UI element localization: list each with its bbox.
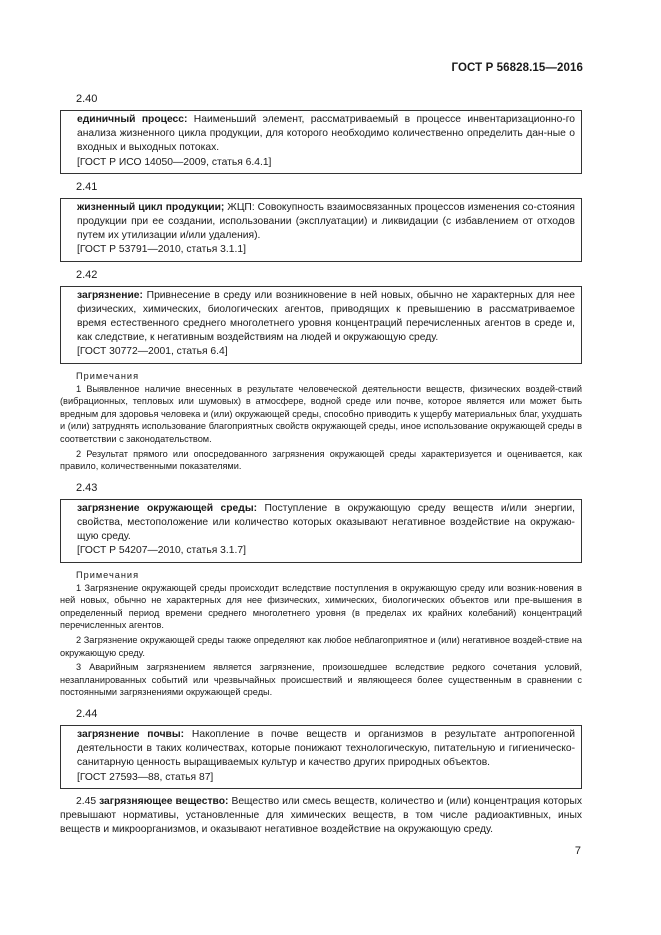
note: 2 Результат прямого или опосредованного загрязнения окружающей среды характеризуется и оценивается, как правило, количественными показателями. (60, 448, 582, 472)
term: загрязнение: (77, 289, 143, 301)
notes-title: Примечания (76, 370, 140, 381)
entry-number: 2.44 (76, 707, 98, 720)
source-ref: [ГОСТ Р 53791—2010, статья 3.1.1] (77, 244, 246, 256)
definition: Поступление в окружающую среду веществ и/или энергии, свойства, местоположение или количество которых оказывают негативное воздействие на окружаю-щую среду. (77, 502, 575, 543)
source-ref: [ГОСТ 27593—88, статья 87] (77, 771, 214, 783)
note: 3 Аварийным загрязнением является загрязнение, произошедшее вследствие редкого сочетания условий, незапланированных событий или чрезвычайных происшествий и являющееся более существенным в сравнении с постоянными загрязнениями окружающей среды. (60, 662, 582, 698)
entry-number: 2.41 (76, 180, 98, 193)
definition: Привнесение в среду или возникновение в ней новых, обычно не характерных для нее физических, химических, биологических агентов, приводящих к превышению в рассматриваемое время естественного среднего многолетнего уровня концентраций перечисленных агентов в среде и, как следствие, к негативным воздействиям на людей и окружающую среду. (77, 289, 575, 344)
source-ref: [ГОСТ 30772—2001, статья 6.4] (77, 346, 228, 358)
definition: Накопление в почве веществ и организмов в результате антропогенной деятельности в таких количествах, которые понижают технологическую, питательную и гигиеническо-санитарную ценность выращиваемых культур и качество других природных объектов. (77, 728, 575, 769)
source-ref: [ГОСТ Р ИСО 14050—2009, статья 6.4.1] (77, 156, 272, 168)
term: загрязнение почвы: (77, 728, 185, 740)
entry-number: 2.42 (76, 268, 98, 281)
definition-box (60, 725, 582, 789)
term: единичный процесс: (77, 114, 188, 125)
definition: Наименьший элемент, рассматриваемый в процессе инвентаризационно-го анализа жизненного цикла продукции, для которого необходимо количественно определить дан-ные о входных и выходных потоках. (77, 114, 575, 154)
definition-box (60, 198, 582, 262)
source-ref: [ГОСТ Р 54207—2010, статья 3.1.7] (77, 545, 246, 557)
term: загрязнение окружающей среды: (77, 502, 258, 514)
term: жизненный цикл продукции; (77, 201, 225, 213)
note: 2 Загрязнение окружающей среды также определяют как любое неблагоприятное и (или) негативное воздей-ствие на окружающую среду. (60, 634, 582, 658)
term: загрязняющее вещество: (99, 795, 229, 807)
entry-number: 2.40 (76, 93, 98, 105)
document-header: ГОСТ Р 56828.15—2016 (451, 62, 583, 74)
notes-title: Примечания (76, 569, 140, 580)
definition: ЖЦП: Совокупность взаимосвязанных процессов изменения со-стояния продукции при ее создании, использовании (эксплуатации) и ликвидации (с избавлением от отходов путем их утилизации и/или удаления). (77, 201, 575, 242)
definition-box (60, 499, 582, 563)
page-number: 7 (574, 845, 581, 857)
content (60, 92, 582, 837)
final-paragraph (60, 795, 582, 838)
definition-box (60, 286, 582, 364)
definition: Вещество или смесь веществ, количество и (или) концентрация которых превышают нормативы, установленные для химических веществ, в том числе радиоактивных, иных веществ и микроорганизмов, и оказывают негативное воздействие на окружающую среду. (60, 795, 582, 836)
entry-number: 2.45 (76, 795, 97, 807)
note: 1 Выявленное наличие внесенных в результате человеческой деятельности веществ, физических воздей-ствий (вибрационных, тепловых или шумовых) в атмосфере, водной среде или почве, которое является или может быть вредным для здоровья человека и (или) окружающей среды, способно приводить к ущербу материальных благ, ухудшать и (или) затруднять использование благоприятных свойств окружающей среды, иное использование окружающей среды в соответствии с законодательством. (60, 383, 582, 445)
note: 1 Загрязнение окружающей среды происходит вследствие поступления в окружающую среду или возник-новения в ней новых, обычно не характерных для нее физических, химических, биологических объектов или пре-вышения в определенный период времени среднего многолетнего уровня (в пределах их крайних колебаний) концентраций перечисленных агентов. (60, 582, 582, 631)
definition-box (60, 110, 582, 174)
entry-number: 2.43 (76, 481, 98, 494)
